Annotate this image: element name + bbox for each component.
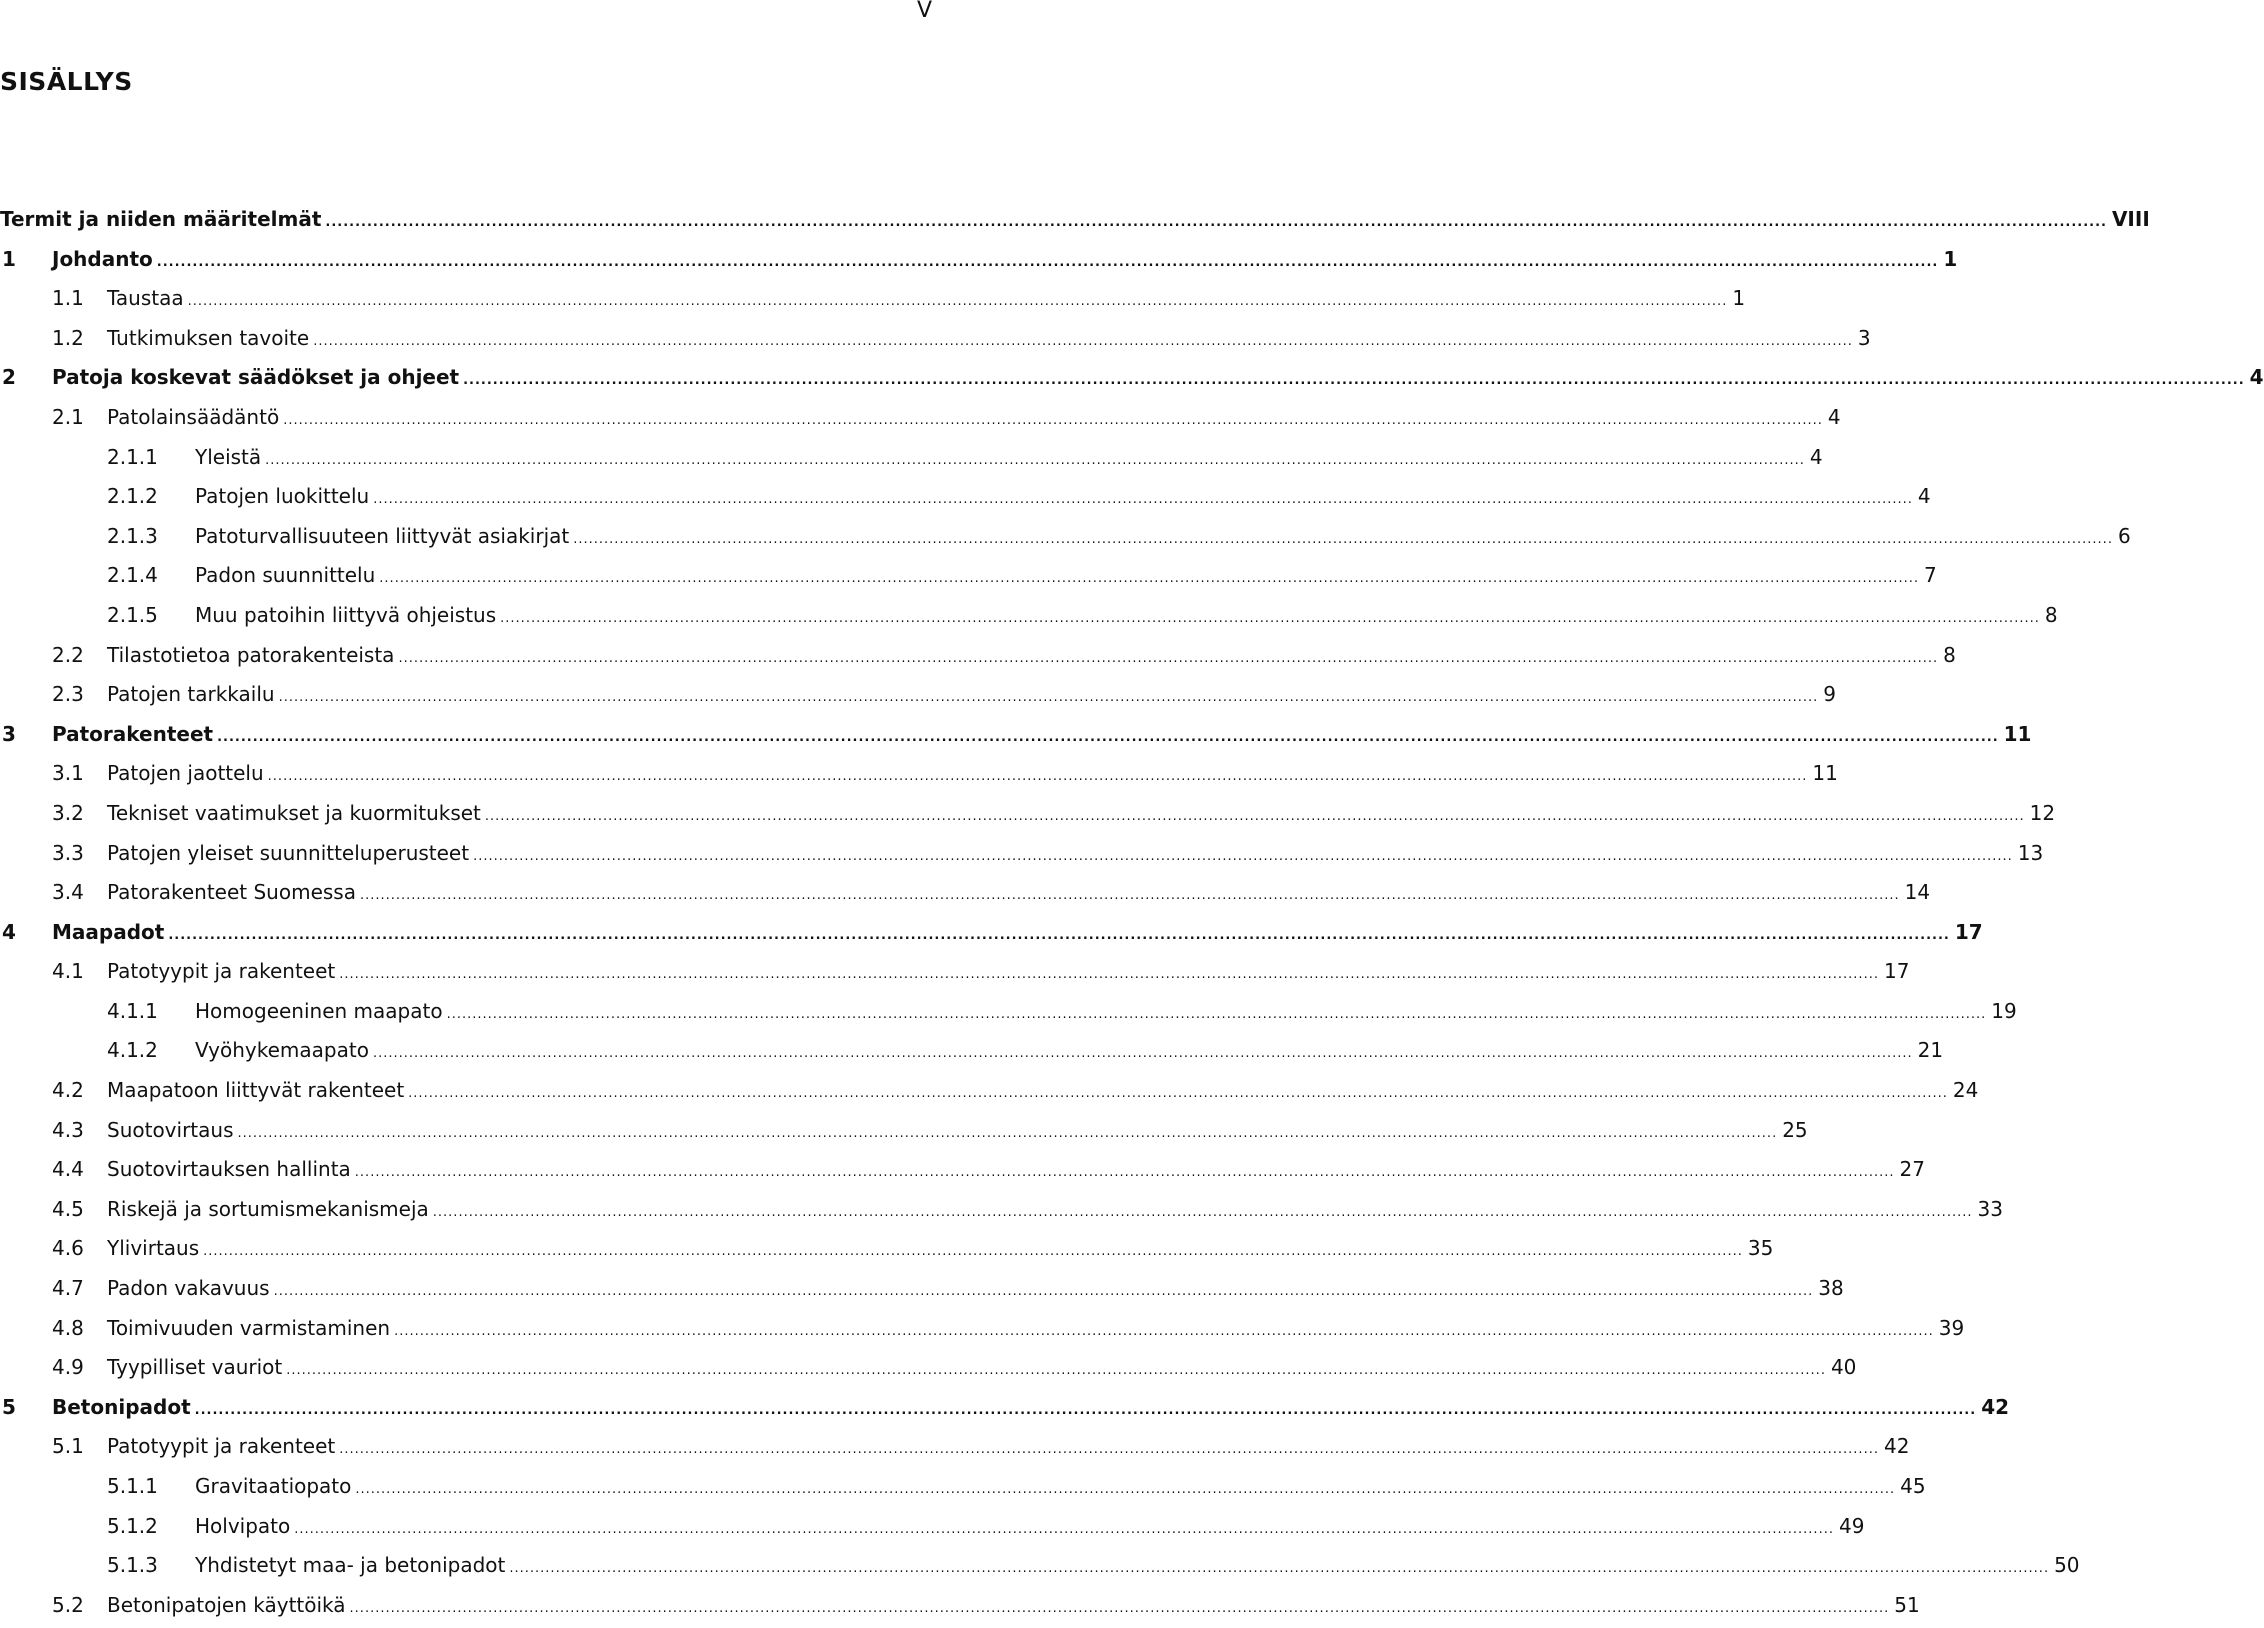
toc-entry-page: 39 — [1938, 1315, 1965, 1340]
toc-entry-number: 4 — [2, 919, 16, 944]
toc-entry-label: Patolainsäädäntö — [107, 404, 280, 429]
dot-leader: ............................................................................................................................................................................................................................................................................................................ — [339, 967, 1879, 983]
dot-leader: ............................................................................................................................................................................................................................................................................................................ — [573, 531, 2113, 547]
toc-entry[interactable] — [0, 1071, 1979, 1111]
toc-entry-label: Homogeeninen maapato — [195, 998, 443, 1023]
toc-entry-page: 21 — [1917, 1038, 1944, 1063]
dot-leader: ............................................................................................................................................................................................................................................................................................................ — [446, 1006, 1987, 1022]
dot-leader: ............................................................................................................................................................................................................................................................................................................ — [394, 1323, 1934, 1339]
toc-entry-line — [107, 1150, 1925, 1193]
toc-entry[interactable] — [0, 636, 1956, 676]
toc-entry-label: Yhdistetyt maa- ja betonipadot — [195, 1553, 506, 1578]
toc-entry-label: Holvipato — [195, 1513, 291, 1538]
toc-entry-number: 1 — [2, 246, 16, 271]
toc-entry-number: 4.1.1 — [107, 998, 158, 1023]
toc-entry-line — [107, 952, 1910, 995]
toc-entry-page: 11 — [1812, 761, 1838, 786]
toc-entry-line — [107, 636, 1956, 679]
toc-entry-line — [195, 1467, 1926, 1510]
toc-entry[interactable] — [0, 358, 2264, 398]
toc-entry-line — [195, 1546, 2080, 1589]
toc-entry-page: 11 — [2003, 721, 2032, 746]
toc-entry-line — [107, 1309, 1965, 1352]
toc-entry-number: 2.1.3 — [107, 523, 158, 548]
toc-entry-line — [195, 477, 1931, 520]
toc-entry-page: 9 — [1823, 682, 1837, 707]
toc-entry-line — [107, 1229, 1774, 1272]
toc-entry-number: 4.8 — [52, 1315, 84, 1340]
toc-entry-page: 17 — [1883, 959, 1910, 984]
toc-entry[interactable] — [0, 477, 1931, 517]
toc-entry-label: Patoturvallisuuteen liittyvät asiakirjat — [195, 523, 570, 548]
toc-entry-line — [52, 240, 1958, 283]
toc-entry-label: Patojen yleiset suunnitteluperusteet — [107, 840, 470, 865]
toc-entry-line — [107, 279, 1746, 322]
toc-entry-label: Tekniset vaatimukset ja kuormitukset — [107, 800, 481, 825]
toc-entry-page: 17 — [1954, 919, 1983, 944]
toc-entry-label: Muu patoihin liittyvä ohjeistus — [195, 602, 497, 627]
toc-entry[interactable] — [0, 200, 2150, 240]
toc-entry[interactable] — [0, 398, 1841, 438]
toc-entry-line — [107, 754, 1838, 797]
toc-entry-line — [107, 1269, 1844, 1312]
toc-entry-number: 5.2 — [52, 1592, 84, 1617]
toc-entry[interactable] — [0, 517, 2131, 557]
toc-entry-page: 45 — [1900, 1474, 1926, 1498]
toc-entry-number: 3.2 — [52, 800, 84, 825]
toc-entry-page: 3 — [1857, 325, 1871, 350]
toc-entry[interactable] — [0, 675, 1837, 715]
toc-entry-number: 3.3 — [52, 840, 84, 865]
toc-entry-number: 5.1.3 — [107, 1553, 158, 1578]
toc-entry-number: 2.1.5 — [107, 602, 158, 627]
dot-leader: ............................................................................................................................................................................................................................................................................................................ — [325, 215, 2107, 230]
toc-entry-label: Tyypilliset vauriot — [107, 1355, 283, 1380]
toc-entry[interactable] — [0, 873, 1931, 913]
dot-leader: ............................................................................................................................................................................................................................................................................................................ — [349, 1600, 1890, 1616]
toc-entry-number: 3.1 — [52, 761, 84, 786]
toc-entry-line — [195, 992, 2017, 1035]
toc-entry-line — [107, 398, 1841, 441]
toc-entry-line — [195, 556, 1937, 599]
toc-entry-line — [107, 1348, 1857, 1391]
dot-leader: ............................................................................................................................................................................................................................................................................................................ — [283, 412, 1823, 428]
dot-leader: ............................................................................................................................................................................................................................................................................................................ — [359, 888, 1900, 904]
toc-entry[interactable] — [0, 834, 2044, 874]
dot-leader: ............................................................................................................................................................................................................................................................................................................ — [294, 1521, 1834, 1537]
toc-entry-number: 4.2 — [52, 1078, 84, 1103]
toc-entry-page: 49 — [1838, 1513, 1865, 1538]
toc-entry-line — [195, 1507, 1865, 1550]
dot-leader: ............................................................................................................................................................................................................................................................................................................ — [265, 452, 1805, 468]
toc-entry-number: 5.1 — [52, 1434, 84, 1459]
page-number: V — [917, 0, 933, 23]
toc-entry[interactable] — [0, 992, 2017, 1032]
toc-entry-label: Gravitaatiopato — [195, 1474, 352, 1498]
dot-leader: ............................................................................................................................................................................................................................................................................................................ — [273, 1284, 1814, 1300]
toc-entry[interactable] — [0, 319, 1871, 359]
dot-leader: ............................................................................................................................................................................................................................................................................................................ — [286, 1363, 1826, 1379]
toc-entry-line — [107, 1586, 1920, 1628]
toc-entry-page: 13 — [2017, 840, 2044, 865]
toc-entry[interactable] — [0, 913, 1983, 953]
toc-entry-label: Termit ja niiden määritelmät — [0, 207, 322, 231]
toc-entry-label: Betonipadot — [52, 1394, 191, 1419]
toc-entry-page: 6 — [2117, 523, 2131, 548]
dot-leader: ............................................................................................................................................................................................................................................................................................................ — [373, 492, 1913, 508]
toc-entry-number: 4.9 — [52, 1355, 84, 1380]
toc-entry-number: 2 — [2, 365, 16, 390]
toc-entry-label: Padon suunnittelu — [195, 563, 376, 588]
toc-entry-label: Betonipatojen käyttöikä — [107, 1592, 346, 1617]
toc-entry-label: Johdanto — [52, 246, 153, 271]
toc-entry-line — [52, 715, 2032, 758]
toc-entry-number: 1.2 — [52, 325, 84, 350]
toc-entry-number: 2.2 — [52, 642, 84, 667]
toc-entry-page: 42 — [1981, 1394, 2010, 1419]
toc-entry-number: 2.1.4 — [107, 563, 158, 588]
toc-entry[interactable] — [0, 1388, 2010, 1428]
toc-entry-page: 35 — [1747, 1236, 1774, 1261]
toc-entry-line — [195, 1031, 1944, 1074]
toc-entry-label: Suotovirtaus — [107, 1117, 234, 1142]
toc-entry-page: 24 — [1952, 1078, 1979, 1103]
toc-entry-label: Patojen jaottelu — [107, 761, 264, 786]
toc-entry-page: 25 — [1782, 1117, 1808, 1142]
toc-entry-label: Toimivuuden varmistaminen — [107, 1315, 391, 1340]
toc-entry[interactable] — [0, 1586, 1920, 1626]
toc-entry-page: 4 — [2249, 365, 2264, 390]
toc-entry[interactable] — [0, 754, 1838, 794]
toc-entry-page: 40 — [1830, 1355, 1857, 1380]
toc-title: SISÄLLYS — [0, 67, 133, 96]
toc-entry[interactable] — [0, 715, 2032, 755]
toc-entry-line — [107, 794, 2056, 837]
toc-entry-line — [107, 1190, 2003, 1233]
toc-entry-label: Patojen luokittelu — [195, 484, 370, 509]
toc-entry-page: 1 — [1732, 286, 1746, 311]
toc-entry[interactable] — [0, 1546, 2080, 1586]
toc-entry[interactable] — [0, 1309, 1965, 1349]
toc-entry[interactable] — [0, 438, 1823, 478]
toc-entry-label: Patorakenteet Suomessa — [107, 880, 356, 905]
toc-entry-line — [107, 834, 2044, 877]
toc-entry-line — [107, 319, 1871, 362]
dot-leader: ............................................................................................................................................................................................................................................................................................................ — [398, 650, 1939, 666]
toc-entry-number: 2.1 — [52, 404, 84, 429]
toc-entry-line — [107, 1071, 1979, 1114]
toc-entry-line — [52, 358, 2264, 401]
toc-entry-label: Maapadot — [52, 919, 165, 944]
dot-leader: ............................................................................................................................................................................................................................................................................................................ — [463, 373, 2245, 389]
toc-entry-line — [107, 1427, 1910, 1470]
toc-entry-number: 4.7 — [52, 1276, 84, 1301]
toc-entry[interactable] — [0, 1269, 1844, 1309]
toc-entry-page: 8 — [1943, 642, 1956, 667]
dot-leader: ............................................................................................................................................................................................................................................................................................................ — [313, 333, 1853, 349]
toc-entry[interactable] — [0, 1467, 1926, 1507]
toc-entry-page: 4 — [1917, 484, 1931, 509]
toc-entry-number: 5.1.1 — [107, 1474, 158, 1498]
dot-leader: ............................................................................................................................................................................................................................................................................................................ — [355, 1482, 1896, 1497]
toc-entry-number: 4.3 — [52, 1117, 84, 1142]
dot-leader: ............................................................................................................................................................................................................................................................................................................ — [194, 1402, 1977, 1418]
table-of-contents — [0, 200, 2264, 1625]
toc-entry[interactable] — [0, 1427, 1910, 1467]
toc-entry-label: Tutkimuksen tavoite — [107, 325, 310, 350]
toc-entry-page: 27 — [1899, 1157, 1925, 1182]
toc-entry-line — [0, 200, 2150, 243]
toc-entry-label: Suotovirtauksen hallinta — [107, 1157, 351, 1182]
toc-entry-label: Padon vakavuus — [107, 1276, 270, 1301]
toc-entry[interactable] — [0, 1348, 1857, 1388]
toc-entry-line — [195, 517, 2131, 560]
toc-entry-line — [107, 675, 1837, 718]
toc-entry-label: Patojen tarkkailu — [107, 682, 275, 707]
toc-entry[interactable] — [0, 1111, 1808, 1151]
toc-entry-number: 4.1 — [52, 959, 84, 984]
toc-entry-line — [195, 438, 1823, 481]
toc-entry-number: 4.6 — [52, 1236, 84, 1261]
toc-entry-page: 4 — [1809, 444, 1823, 469]
toc-entry-page: VIII — [2111, 207, 2150, 231]
toc-entry-page: 12 — [2029, 800, 2056, 825]
toc-entry-page: 51 — [1894, 1592, 1920, 1617]
dot-leader: ............................................................................................................................................................................................................................................................................................................ — [432, 1204, 1973, 1220]
toc-entry[interactable] — [0, 596, 2058, 636]
toc-entry-line — [107, 873, 1931, 916]
toc-entry[interactable] — [0, 1507, 1865, 1547]
toc-entry[interactable] — [0, 556, 1937, 596]
dot-leader: ............................................................................................................................................................................................................................................................................................................ — [509, 1561, 2050, 1577]
toc-entry-number: 2.1.1 — [107, 444, 158, 469]
dot-leader: ............................................................................................................................................................................................................................................................................................................ — [354, 1165, 1895, 1181]
toc-entry-label: Yleistä — [195, 444, 262, 469]
toc-entry-number: 3 — [2, 721, 16, 746]
toc-entry[interactable] — [0, 1190, 2003, 1230]
dot-leader: ............................................................................................................................................................................................................................................................................................................ — [217, 729, 1999, 745]
toc-entry-label: Tilastotietoa patorakenteista — [107, 642, 395, 667]
toc-entry-label: Vyöhykemaapato — [195, 1038, 369, 1063]
toc-entry-page: 50 — [2054, 1553, 2080, 1578]
toc-entry[interactable] — [0, 1150, 1925, 1190]
toc-entry-page: 38 — [1818, 1276, 1844, 1301]
dot-leader: ............................................................................................................................................................................................................................................................................................................ — [156, 254, 1939, 270]
toc-entry-line — [107, 1111, 1808, 1154]
toc-entry-label: Taustaa — [107, 286, 184, 311]
dot-leader: ............................................................................................................................................................................................................................................................................................................ — [379, 571, 1919, 587]
toc-entry-label: Ylivirtaus — [107, 1236, 200, 1261]
toc-entry-number: 4.5 — [52, 1196, 84, 1221]
toc-entry-number: 4.4 — [52, 1157, 84, 1182]
toc-entry-line — [195, 596, 2058, 639]
dot-leader: ............................................................................................................................................................................................................................................................................................................ — [278, 690, 1819, 706]
dot-leader: ............................................................................................................................................................................................................................................................................................................ — [372, 1046, 1913, 1062]
toc-entry[interactable] — [0, 1031, 1944, 1071]
toc-entry-page: 33 — [1977, 1196, 2003, 1221]
toc-entry-page: 4 — [1827, 404, 1841, 429]
dot-leader: ............................................................................................................................................................................................................................................................................................................ — [473, 848, 2013, 864]
toc-entry-number: 5 — [2, 1394, 16, 1419]
toc-entry-label: Maapatoon liittyvät rakenteet — [107, 1078, 405, 1103]
toc-entry[interactable] — [0, 240, 1958, 280]
toc-entry[interactable] — [0, 1229, 1774, 1269]
toc-entry-number: 2.3 — [52, 682, 84, 707]
dot-leader: ............................................................................................................................................................................................................................................................................................................ — [203, 1244, 1743, 1260]
dot-leader: ............................................................................................................................................................................................................................................................................................................ — [484, 808, 2025, 824]
toc-entry-number: 1.1 — [52, 286, 84, 311]
toc-entry-number: 2.1.2 — [107, 484, 158, 509]
dot-leader: ............................................................................................................................................................................................................................................................................................................ — [237, 1125, 1778, 1141]
dot-leader: ............................................................................................................................................................................................................................................................................................................ — [500, 610, 2040, 626]
toc-entry[interactable] — [0, 952, 1910, 992]
toc-entry-line — [52, 1388, 2010, 1431]
dot-leader: ............................................................................................................................................................................................................................................................................................................ — [408, 1086, 1948, 1102]
dot-leader: ............................................................................................................................................................................................................................................................................................................ — [267, 769, 1808, 785]
toc-entry-page: 8 — [2044, 602, 2058, 627]
toc-entry-label: Patorakenteet — [52, 721, 214, 746]
toc-entry-page: 1 — [1943, 246, 1958, 271]
toc-entry[interactable] — [0, 794, 2056, 834]
toc-entry-page: 42 — [1883, 1434, 1910, 1459]
toc-entry[interactable] — [0, 279, 1746, 319]
toc-entry-number: 3.4 — [52, 880, 84, 905]
dot-leader: ............................................................................................................................................................................................................................................................................................................ — [168, 927, 1950, 943]
toc-entry-line — [52, 913, 1983, 956]
toc-entry-number: 4.1.2 — [107, 1038, 158, 1063]
toc-entry-label: Patoja koskevat säädökset ja ohjeet — [52, 365, 460, 390]
toc-entry-page: 19 — [1991, 998, 2017, 1023]
toc-entry-page: 14 — [1904, 880, 1931, 905]
toc-entry-label: Riskejä ja sortumismekanismeja — [107, 1196, 429, 1221]
toc-entry-label: Patotyypit ja rakenteet — [107, 959, 336, 984]
toc-entry-number: 5.1.2 — [107, 1513, 158, 1538]
dot-leader: ............................................................................................................................................................................................................................................................................................................ — [339, 1442, 1879, 1458]
dot-leader: ............................................................................................................................................................................................................................................................................................................ — [187, 294, 1728, 310]
toc-entry-label: Patotyypit ja rakenteet — [107, 1434, 336, 1459]
toc-entry-page: 7 — [1924, 563, 1937, 588]
